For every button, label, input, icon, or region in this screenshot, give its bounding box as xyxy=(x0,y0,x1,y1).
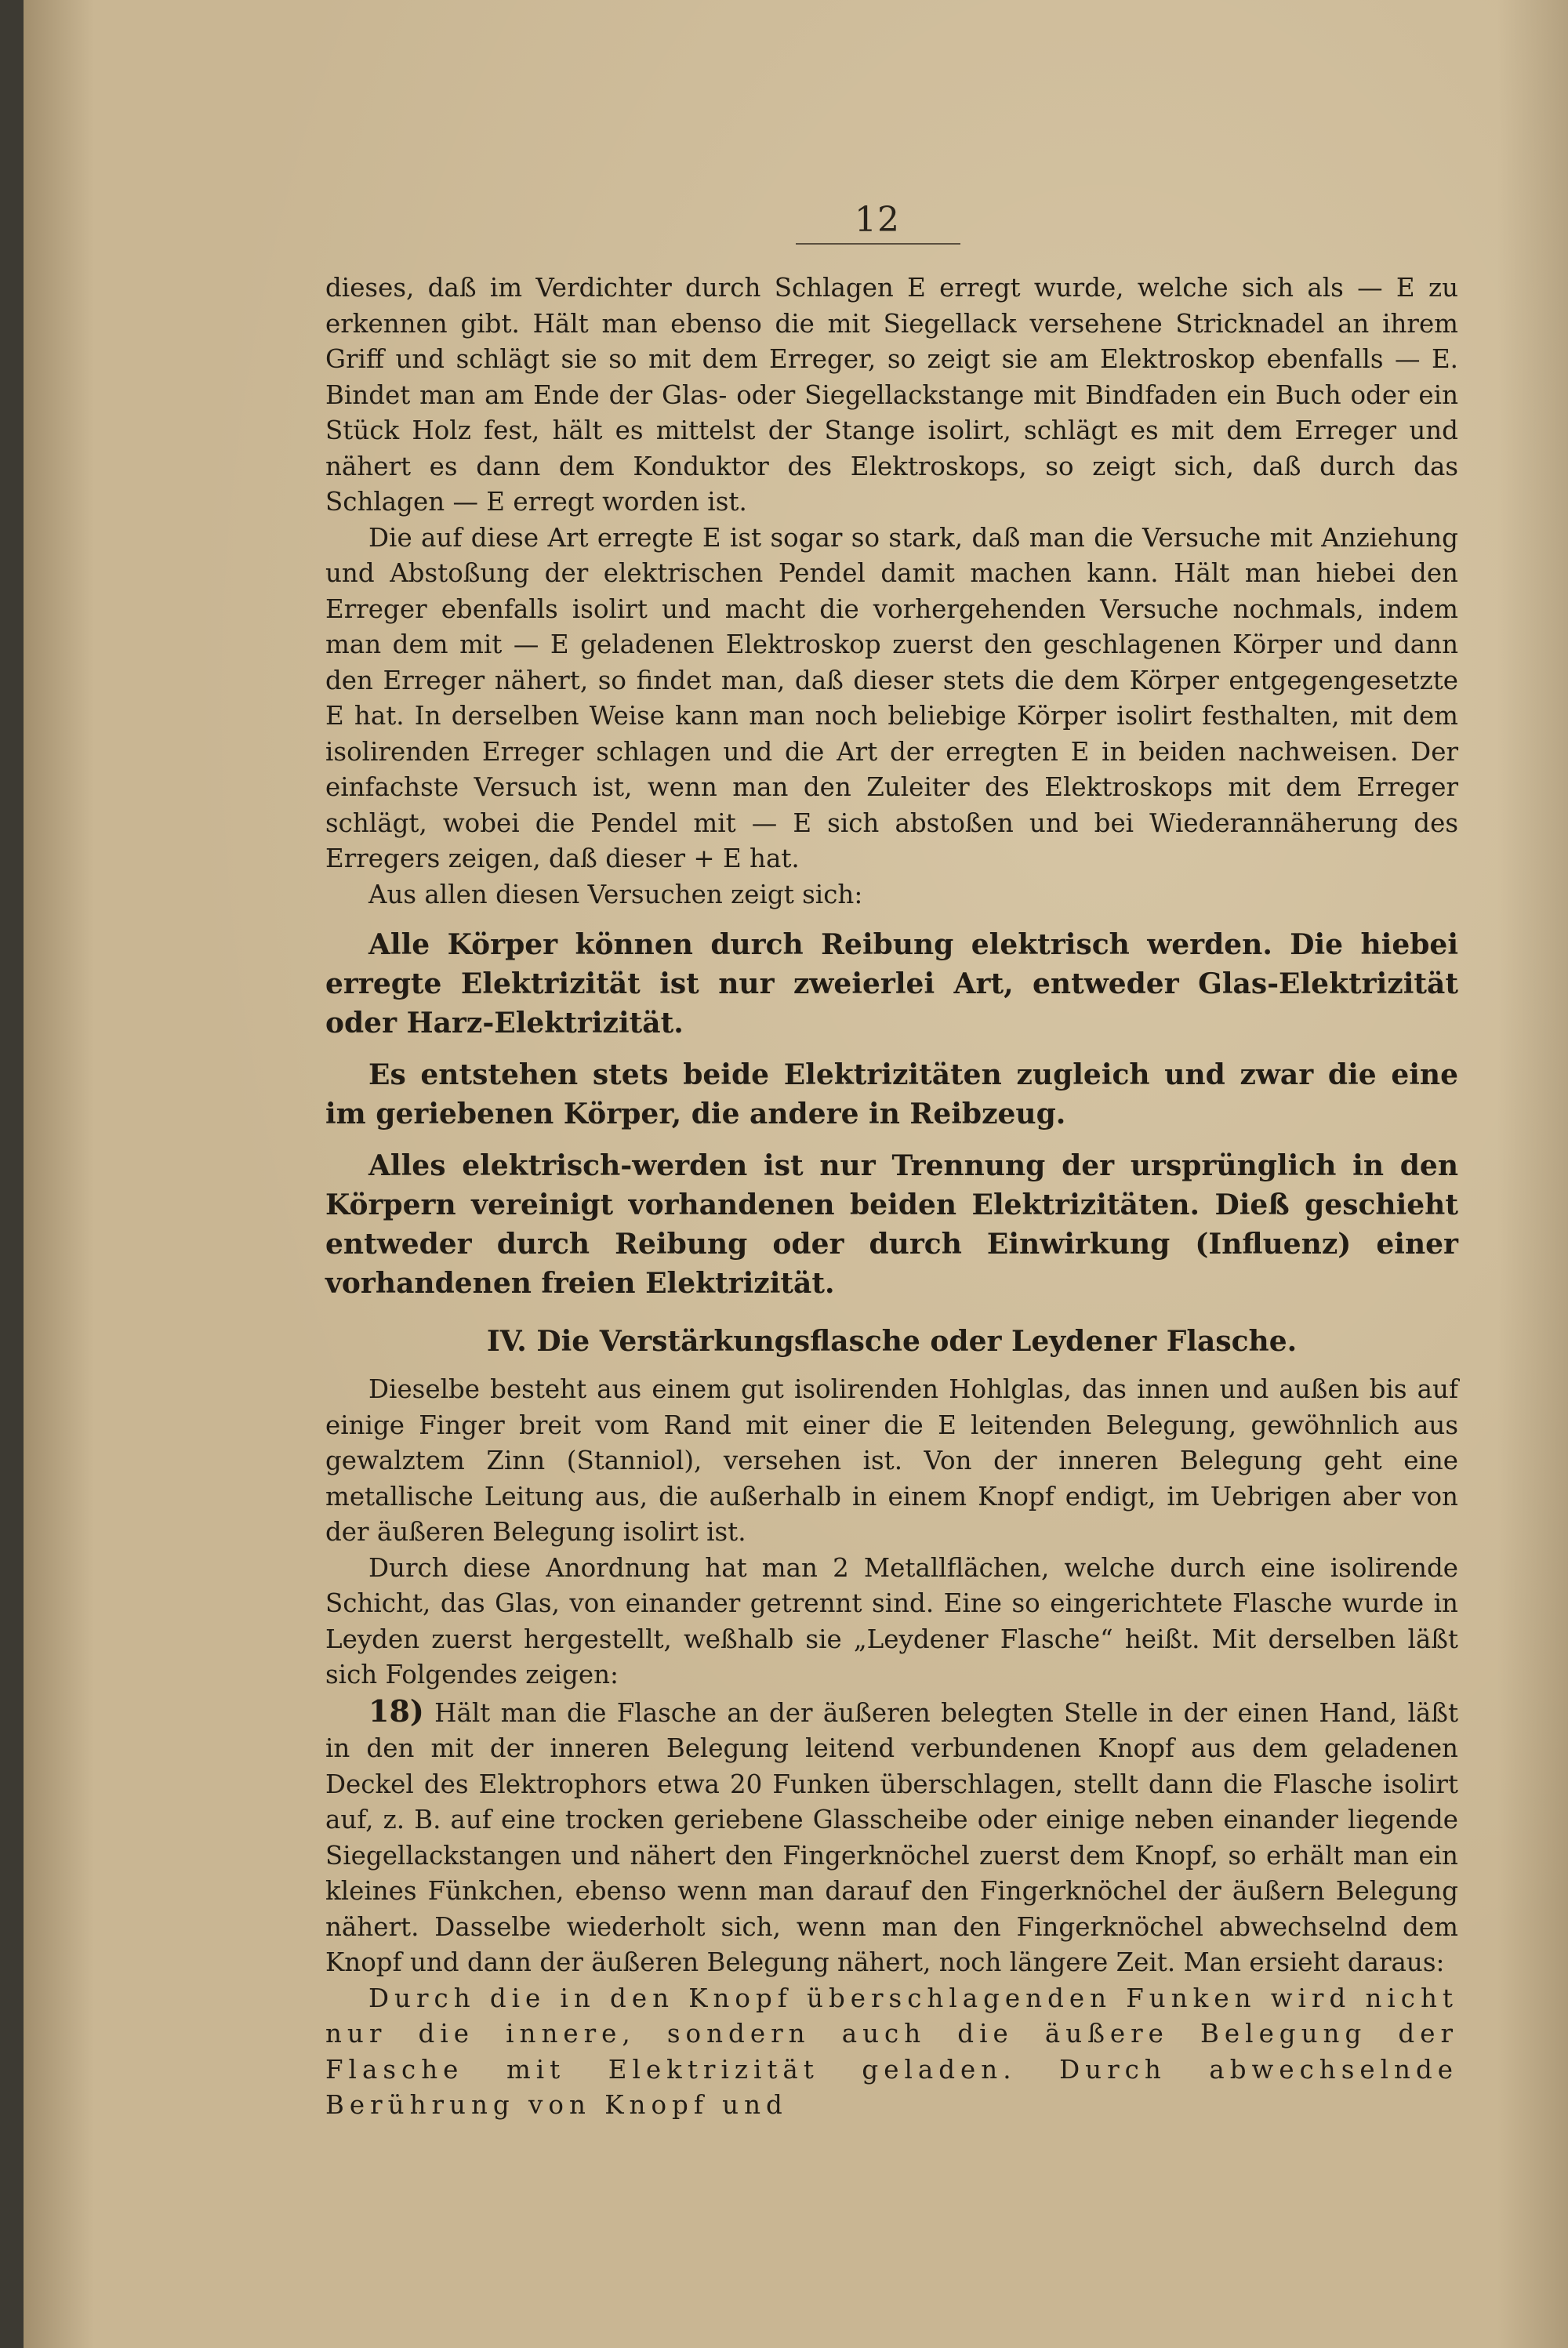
section-paragraph: Durch diese Anordnung hat man 2 Metallflächen, welche durch eine isolirende Schicht, das Glas, von einander getrennt sind. Eine so eingerichtete Flasche wurde in Leyden zuerst hergestellt, weßhalb sie „Leydener Flasche“ heißt. Mit derselben läßt sich Folgendes zeigen: xyxy=(325,1552,1458,1689)
experiment-paragraph xyxy=(325,1693,1458,1981)
paragraph-body: Die auf diese Art erregte E ist sogar so stark, daß man die Versuche mit Anziehung und Abstoßung der elektrischen Pendel damit machen kann. Hält man hiebei den Erreger ebenfalls isolirt und macht die vorhergehenden Versuche nochmals, indem man dem mit — E geladenen Elektroskop zuerst den geschlagenen Körper und dann den Erreger nähert, so findet man, daß dieser stets die dem Körper entgegengesetzte E hat. In derselben Weise kann man noch beliebige Körper isolirt festhalten, mit dem isolirenden Erreger schlagen und die Art der erregten E in beiden nachweisen. Der einfachste Versuch ist, wenn man den Zuleiter des Elektroskops mit dem Erreger schlägt, wobei die Pendel mit — E sich abstoßen und bei Wiederannäherung des Erregers zeigen, daß dieser + E hat. xyxy=(325,522,1458,873)
page-content xyxy=(325,270,1458,2124)
experiment-conclusion: Durch die in den Knopf überschlagenden Funken wird nicht nur die innere, sondern auch die äußere Belegung der Flasche mit Elektrizität geladen. Durch abwechselnde Berührung von Knopf und xyxy=(325,1983,1458,2120)
section-paragraph: Dieselbe besteht aus einem gut isolirenden Hohlglas, das innen und außen bis auf einige Finger breit vom Rand mit einer die E leitenden Belegung, gewöhnlich aus gewalztem Zinn (Stanniol), versehen ist. Von der inneren Belegung geht eine metallische Leitung aus, die außerhalb in einem Knopf endigt, im Uebrigen aber von der äußeren Belegung isolirt ist. xyxy=(325,1374,1458,1547)
experiment-number: 18) xyxy=(368,1693,424,1729)
page-number-rule xyxy=(796,243,960,245)
book-page xyxy=(24,0,1568,2348)
experiment-text: Hält man die Flasche an der äußeren belegten Stelle in der einen Hand, läßt in den mit der inneren Belegung leitend verbundenen Knopf aus dem geladenen Deckel des Elektrophors etwa 20 Funken überschlagen, stellt dann die Flasche isolirt auf, z. B. auf eine trocken geriebene Glasscheibe oder einige neben einander liegende Siegellackstangen und nähert den Fingerknöchel zuerst dem Knopf, so erhält man ein kleines Fünkchen, ebenso wenn man darauf den Fingerknöchel der äußern Belegung nähert. Dasselbe wiederholt sich, wenn man den Fingerknöchel abwechselnd dem Knopf und dann der äußeren Belegung nähert, noch längere Zeit. Man ersieht daraus: xyxy=(325,1697,1459,1977)
page-number: 12 xyxy=(855,200,900,240)
paragraph-continuation: dieses, daß im Verdichter durch Schlagen E erregt wurde, welche sich als — E zu erkennen gibt. Hält man ebenso die mit Siegellack versehene Stricknadel an ihrem Griff und schlägt sie so mit dem Erreger, so zeigt sie am Elektroskop ebenfalls — E. Bindet man am Ende der Glas- oder Siegellackstange mit Bindfaden ein Buch oder ein Stück Holz fest, hält es mittelst der Stange isolirt, schlägt es mit dem Erreger und nähert es dann dem Konduktor des Elektroskops, so zeigt sich, daß durch das Schlagen — E erregt worden ist. xyxy=(325,273,1458,517)
section-heading: IV. Die Verstärkungsflasche oder Leydener Flasche. xyxy=(486,1325,1298,1358)
bold-statement: Alle Körper können durch Reibung elektrisch werden. Die hiebei erregte Elektrizität ist nur zweierlei Art, entweder Glas-Elektrizität oder Harz-Elektrizität. xyxy=(325,928,1458,1040)
bold-statement: Es entstehen stets beide Elektrizitäten zugleich und zwar die eine im geriebenen Körper, die andere in Reibzeug. xyxy=(325,1058,1458,1130)
paragraph-lead-in: Aus allen diesen Versuchen zeigt sich: xyxy=(368,879,863,909)
bold-statement: Alles elektrisch-werden ist nur Trennung der ursprünglich in den Körpern vereinigt vorhandenen beiden Elektrizitäten. Dieß geschieht entweder durch Reibung oder durch Einwirkung (Influenz) einer vorhandenen freien Elektrizität. xyxy=(325,1149,1458,1300)
